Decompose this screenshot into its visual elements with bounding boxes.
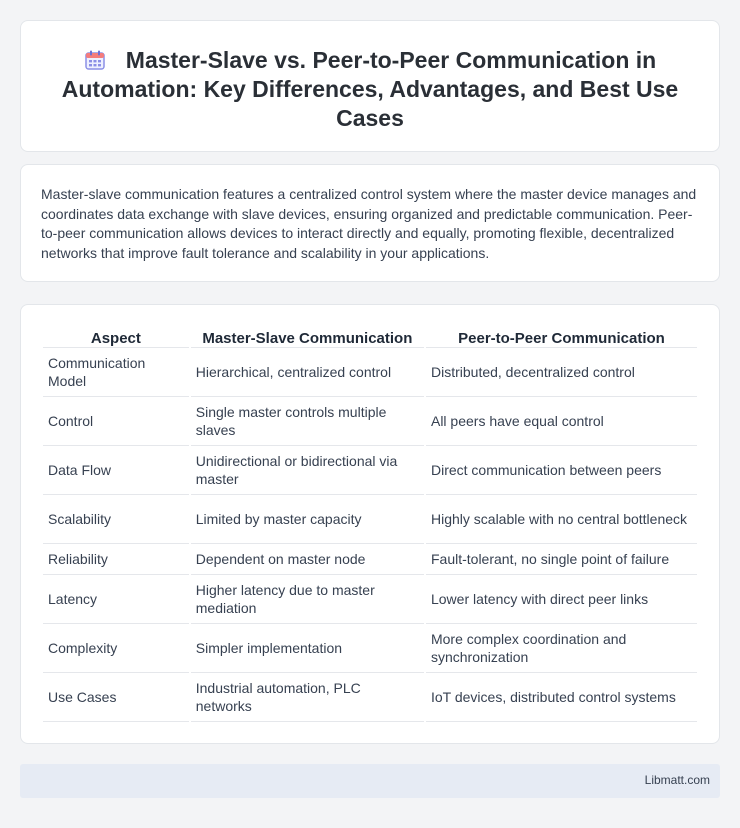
aspect-cell: Scalability [43,495,189,544]
peer-to-peer-cell: Direct communication between peers [426,446,697,495]
header-master-slave: Master-Slave Communication [191,325,424,348]
page-title-text: Master-Slave vs. Peer-to-Peer Communication in Automation: Key Differences, Advantages, and Best Use Cases [61,47,679,131]
aspect-cell: Control [43,397,189,446]
master-slave-cell: Higher latency due to master mediation [191,575,424,624]
peer-to-peer-cell: Lower latency with direct peer links [426,575,697,624]
peer-to-peer-cell: Distributed, decentralized control [426,348,697,397]
table-row [43,446,697,495]
table-row [43,544,697,575]
aspect-cell: Reliability [43,544,189,575]
table-row [43,575,697,624]
peer-to-peer-cell: More complex coordination and synchronization [426,624,697,673]
table-header-row [43,325,697,348]
peer-to-peer-cell: IoT devices, distributed control systems [426,673,697,722]
table-row [43,348,697,397]
page-title [51,46,689,133]
footer-brand-link[interactable]: Libmatt.com [644,773,710,787]
master-slave-cell: Dependent on master node [191,544,424,575]
table-row [43,397,697,446]
header-aspect: Aspect [43,325,189,348]
aspect-cell: Communication Model [43,348,189,397]
master-slave-cell: Industrial automation, PLC networks [191,673,424,722]
table-row [43,495,697,544]
table-row [43,673,697,722]
aspect-cell: Latency [43,575,189,624]
title-card [20,20,720,152]
aspect-cell: Use Cases [43,673,189,722]
master-slave-cell: Limited by master capacity [191,495,424,544]
peer-to-peer-cell: Highly scalable with no central bottleneck [426,495,697,544]
intro-paragraph: Master-slave communication features a centralized control system where the master device manages and coordinates data exchange with slave devices, ensuring organized and predictable communication. Peer-to-peer communication allows devices to interact directly and equally, promoting flexible, decentralized networks that improve fault tolerance and scalability in your applications. [41,186,697,261]
comparison-card [20,304,720,744]
peer-to-peer-cell: Fault-tolerant, no single point of failure [426,544,697,575]
master-slave-cell: Hierarchical, centralized control [191,348,424,397]
footer-bar [20,764,720,798]
aspect-cell: Complexity [43,624,189,673]
master-slave-cell: Simpler implementation [191,624,424,673]
aspect-cell: Data Flow [43,446,189,495]
peer-to-peer-cell: All peers have equal control [426,397,697,446]
master-slave-cell: Single master controls multiple slaves [191,397,424,446]
header-peer-to-peer: Peer-to-Peer Communication [426,325,697,348]
calendar-icon [84,49,106,71]
intro-card [20,164,720,282]
table-row [43,624,697,673]
master-slave-cell: Unidirectional or bidirectional via master [191,446,424,495]
comparison-table [41,325,699,722]
